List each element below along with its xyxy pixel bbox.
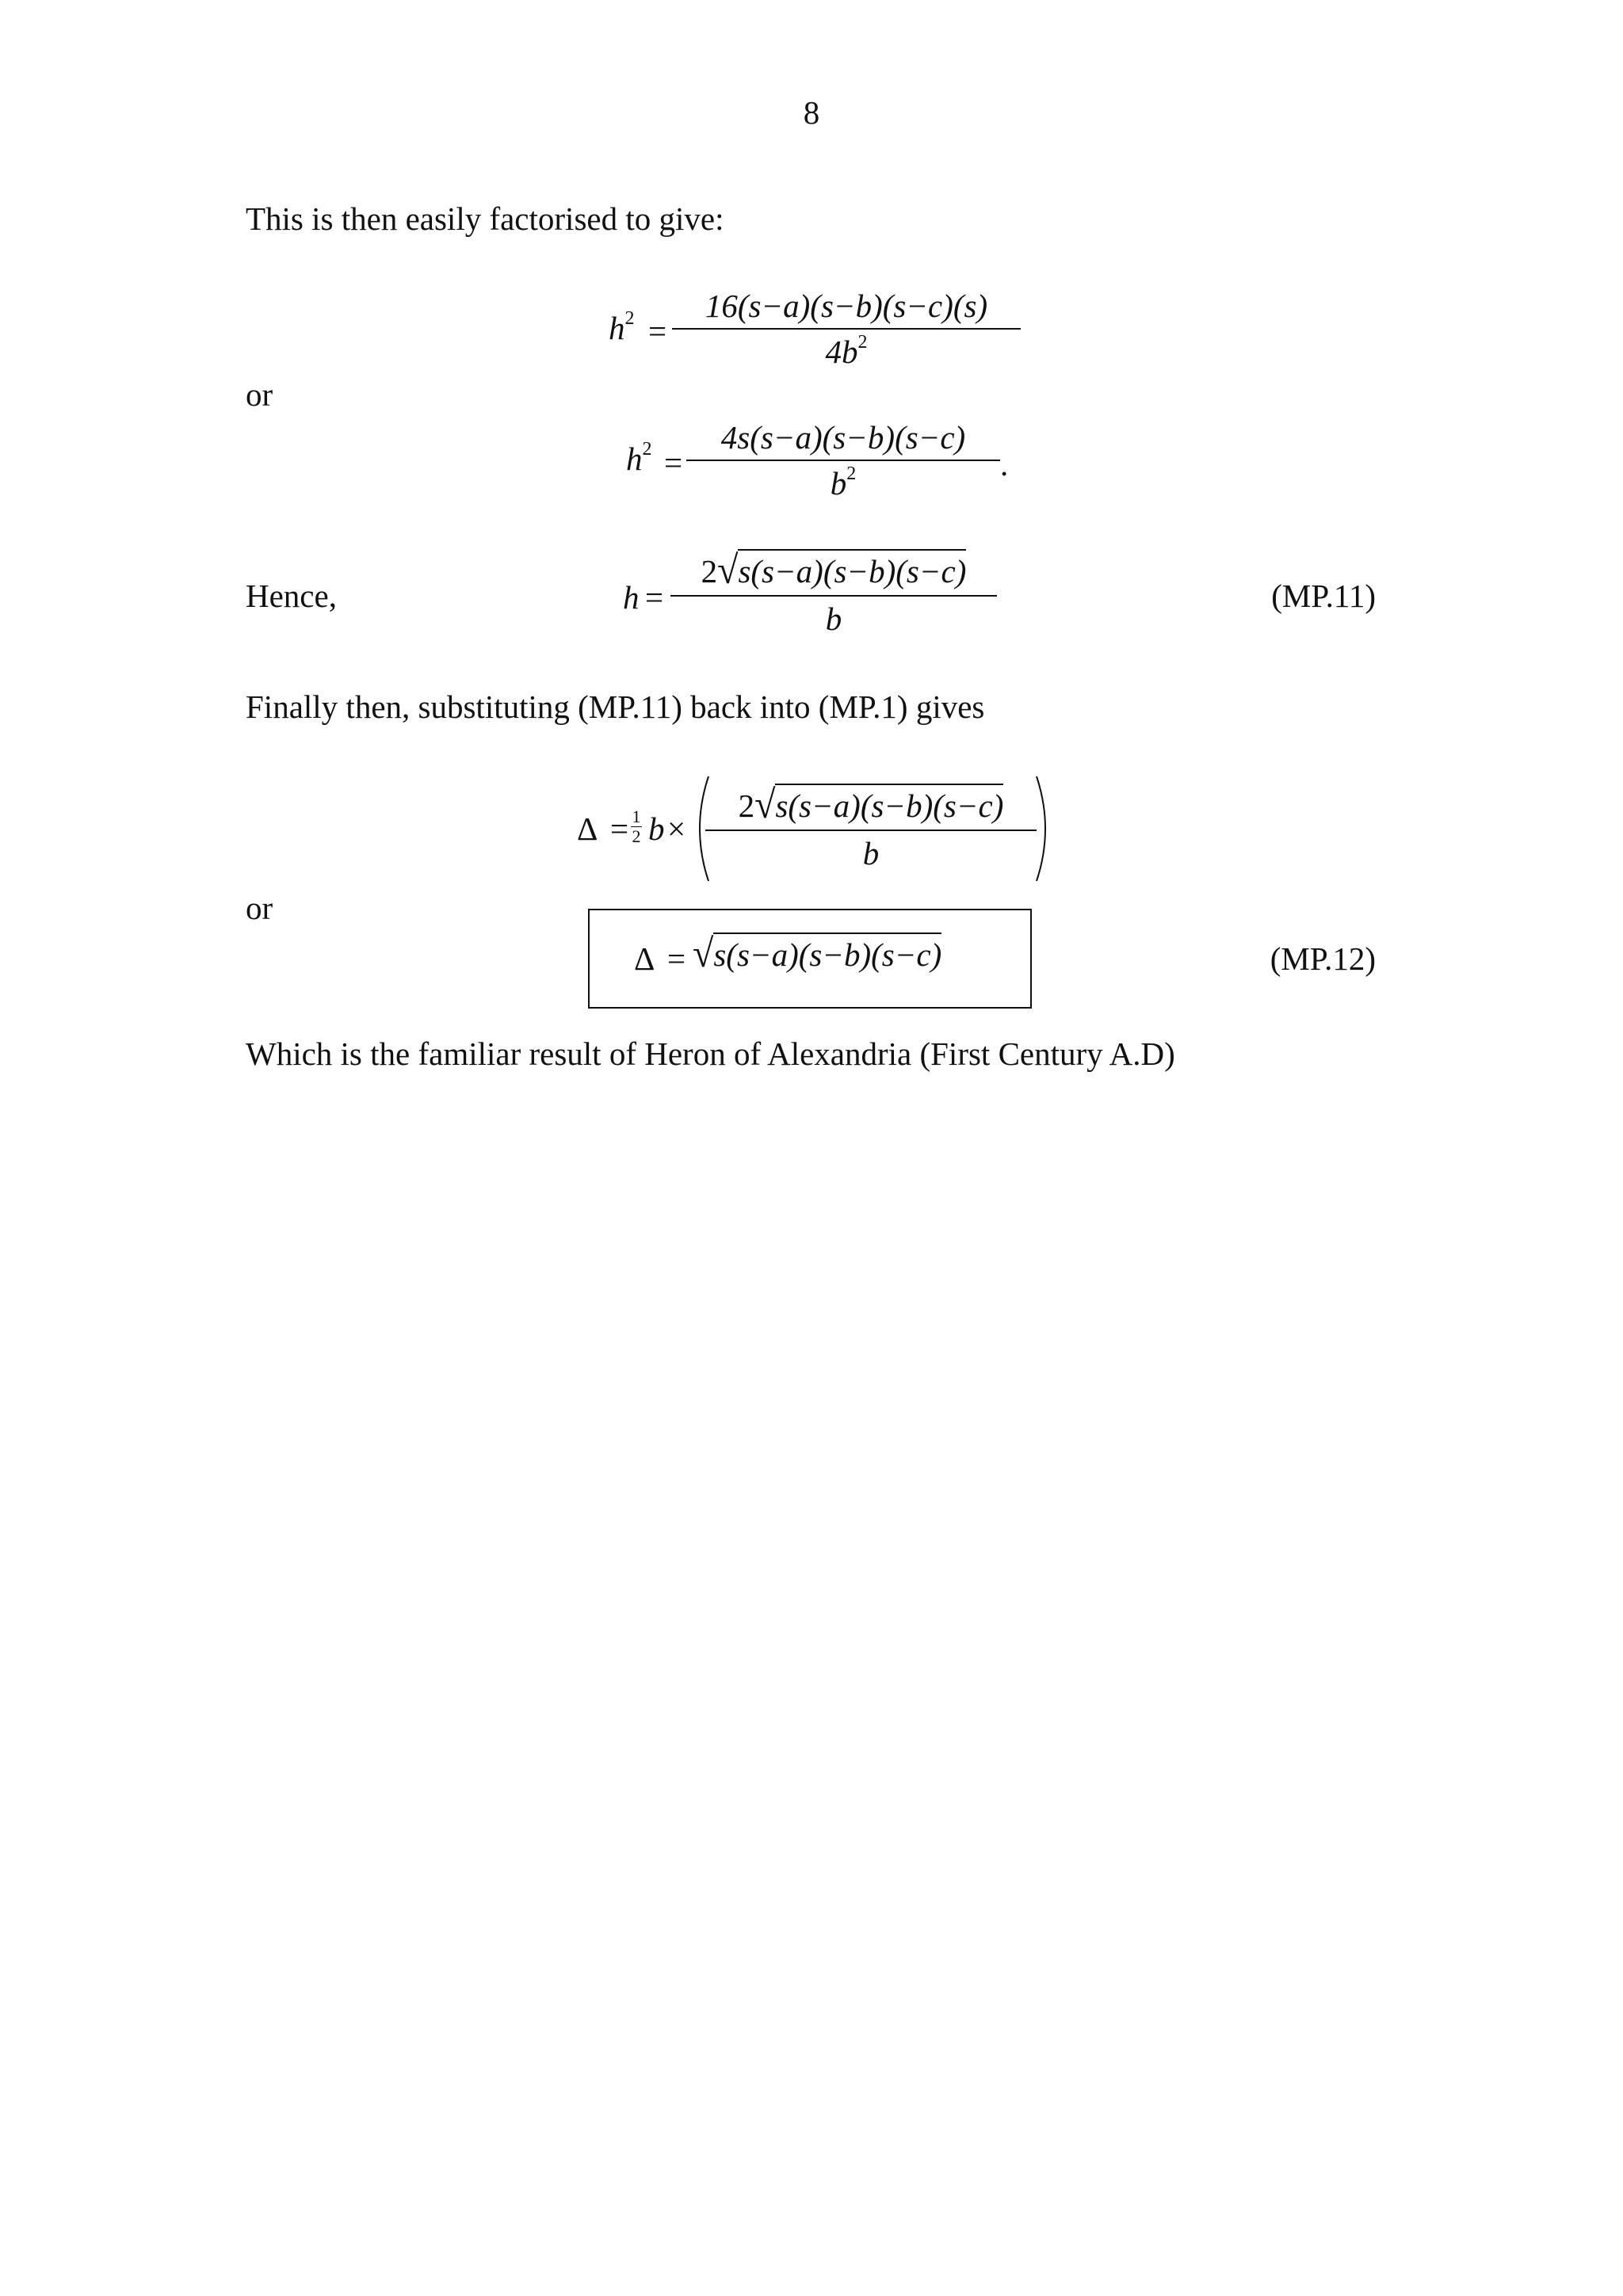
eq4-times: × — [667, 810, 686, 847]
eq2-equals: = — [664, 444, 683, 481]
eq1-lhs-var: h — [609, 310, 625, 346]
eq4-b: b — [648, 810, 665, 847]
eq4-equals: = — [610, 810, 629, 847]
or-label-1: or — [246, 376, 273, 413]
eq1-fraction-bar — [672, 328, 1021, 330]
or-label-2: or — [246, 890, 273, 926]
eq2-numerator: 4s(s−a)(s−b)(s−c) — [720, 419, 966, 456]
eq3-fraction-bar — [670, 595, 997, 597]
eq3-fraction — [670, 548, 997, 638]
eq5-equals: = — [667, 940, 686, 977]
eq5-radical: √s(s−a)(s−b)(s−c) — [693, 931, 942, 976]
eq4-radical: √s(s−a)(s−b)(s−c) — [754, 782, 1004, 827]
eq4-fraction-bar — [705, 830, 1037, 831]
eq3-numerator: 2√s(s−a)(s−b)(s−c) — [701, 547, 967, 593]
right-paren-icon — [1033, 775, 1057, 883]
eq2-denominator: $b^2$ — [830, 463, 857, 502]
eq2-period: . — [1000, 446, 1009, 482]
eq3-lhs: h — [623, 579, 640, 616]
eq1-numerator: 16(s−a)(s−b)(s−c)(s) — [705, 288, 988, 324]
paragraph-intro: This is then easily factorised to give: — [246, 200, 724, 237]
eq2-fraction-bar — [686, 460, 1000, 461]
sqrt-icon: √ — [693, 931, 714, 976]
eq4-lhs: Δ — [577, 810, 598, 847]
eq3-tag: (MP.11) — [1271, 578, 1376, 614]
eq3-radical: √s(s−a)(s−b)(s−c) — [717, 547, 967, 593]
eq2-fraction — [686, 418, 1000, 502]
sqrt-icon: √ — [717, 547, 739, 593]
eq1-lhs: $h^2$ — [609, 308, 635, 346]
eq2-lhs: $h^2$ — [626, 439, 652, 477]
eq1-denominator: $4b^2$ — [825, 332, 868, 370]
paragraph-substitution: Finally then, substituting (MP.11) back into (MP.1) gives — [246, 688, 985, 725]
eq3-equals: = — [645, 579, 664, 616]
page-number: 8 — [803, 94, 820, 131]
eq5-tag: (MP.12) — [1270, 940, 1376, 977]
sqrt-icon: √ — [754, 782, 776, 827]
paragraph-heron: Which is the familiar result of Heron of Alexandria (First Century A.D) — [246, 1035, 1175, 1072]
eq1-fraction — [672, 287, 1021, 371]
eq4-numerator: 2√s(s−a)(s−b)(s−c) — [738, 782, 1004, 827]
eq1-equals: = — [648, 313, 667, 349]
hence-label: Hence, — [246, 578, 337, 614]
eq3-denominator: b — [825, 601, 842, 637]
eq4-half-fraction: 1 2 — [632, 807, 641, 846]
eq4-fraction — [705, 783, 1037, 872]
eq5-lhs: Δ — [634, 940, 655, 977]
eq4-denominator: b — [862, 835, 880, 871]
